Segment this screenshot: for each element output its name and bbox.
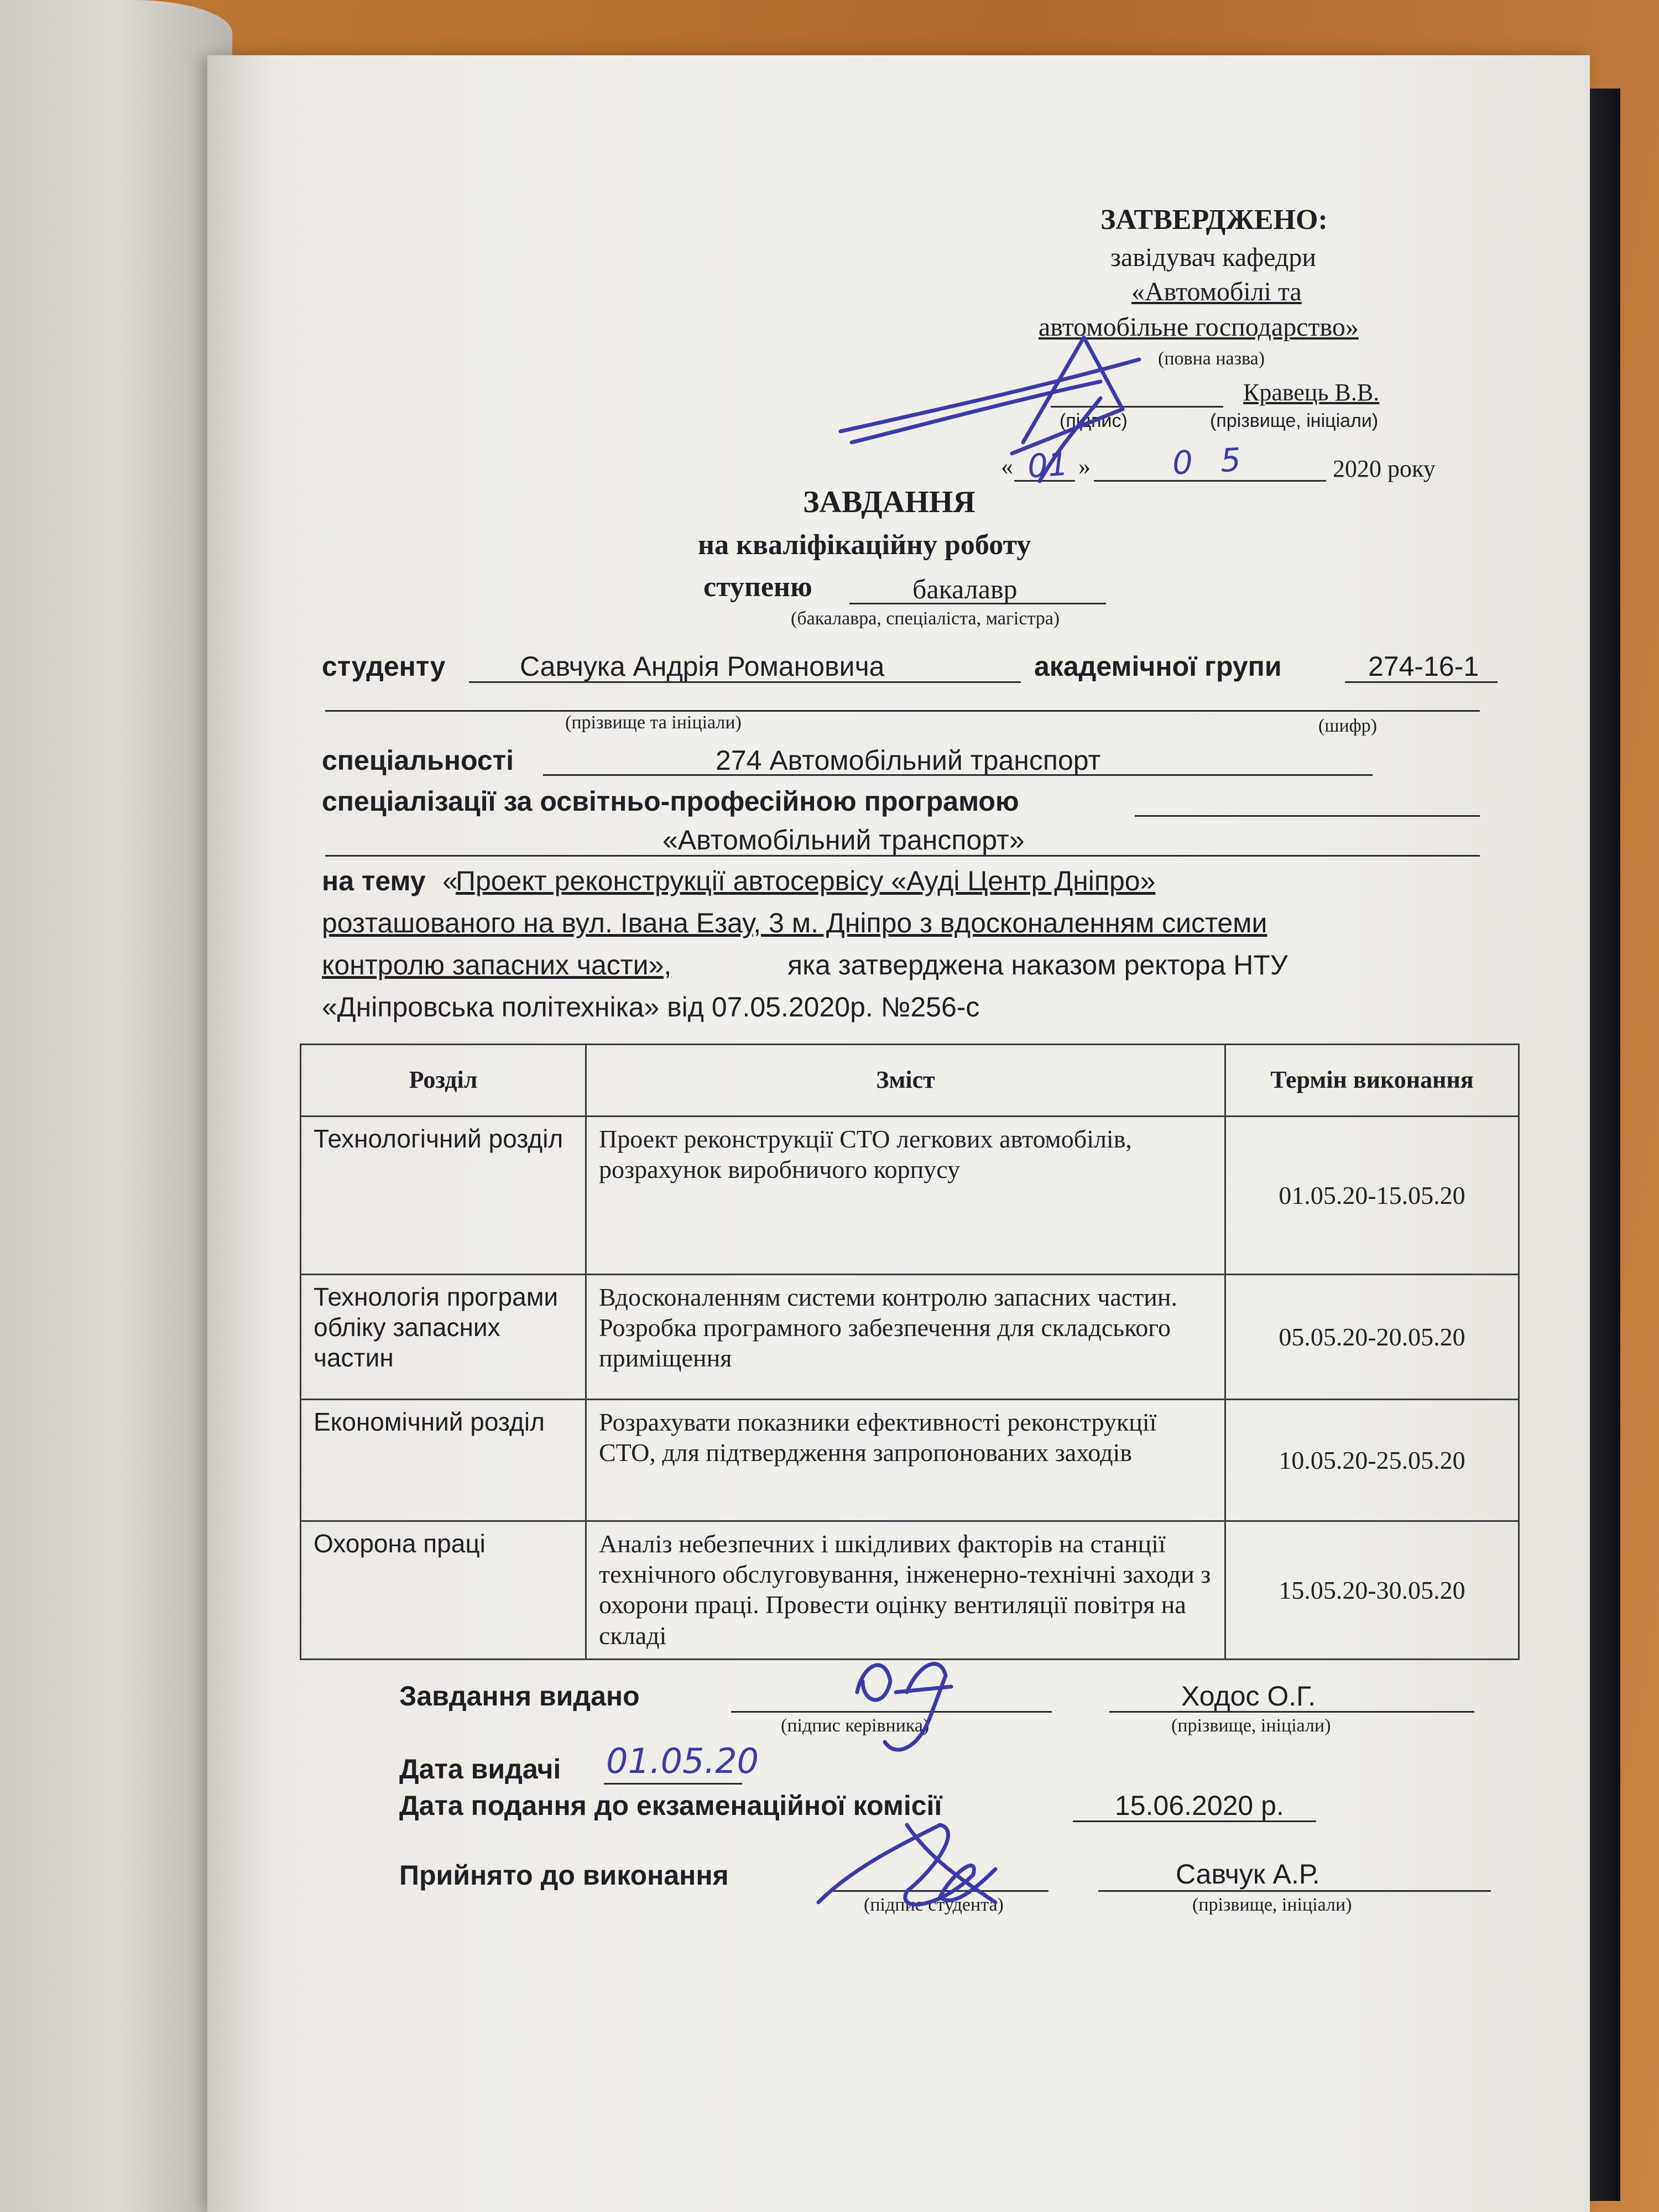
approval-dept-line2: автомобільне господарство» [1039, 312, 1359, 342]
specialty-label: спеціальності [322, 745, 514, 776]
hint-student-name: (прізвище, ініціали) [1192, 1895, 1352, 1915]
approval-date-open: « [1001, 453, 1013, 480]
row-content: Розрахувати показники ефективності реконструкції СТО, для підтвердження запропонованих заходів [586, 1400, 1225, 1521]
theme-label: на тему [322, 865, 426, 896]
issue-date-label: Дата видачі [399, 1754, 561, 1785]
student-signature [818, 1825, 995, 1905]
theme-line1: Проект реконструкції автосервісу «Ауді Центр Дніпро» [456, 865, 1156, 896]
specialty-value: 274 Автомобільний транспорт [716, 745, 1101, 776]
handwritten-issue-date: 01.05.20 [606, 1741, 759, 1781]
row-section: Охорона праці [301, 1521, 586, 1660]
approval-hint-signature: (підпис) [1060, 410, 1128, 431]
row-term: 10.05.20-25.05.20 [1225, 1400, 1519, 1521]
submit-label: Дата подання до екзаменаційної комісії [399, 1790, 942, 1821]
supervisor-name: Ходос О.Г. [1181, 1681, 1316, 1712]
approval-role: завідувач кафедри [1110, 243, 1317, 272]
program-line1 [1135, 815, 1480, 817]
row-content: Проект реконструкції СТО легкових автомобілів, розрахунок виробничого корпусу [586, 1117, 1225, 1275]
issue-date-value-text [1383, 1755, 1385, 1756]
handwritten-month: 05 [1171, 439, 1270, 482]
submit-value: 15.06.2020 р. [1115, 1790, 1284, 1821]
degree-hint: (бакалавра, спеціаліста, магістра) [791, 608, 1060, 629]
handwritten-day: 01 [1026, 445, 1070, 486]
issued-label: Завдання видано [399, 1681, 640, 1712]
row-term: 01.05.20-15.05.20 [1225, 1117, 1519, 1275]
student-name-footer: Савчук А.Р. [1176, 1859, 1320, 1890]
group-value: 274-16-1 [1368, 651, 1479, 682]
degree-value: бакалавр [912, 573, 1018, 604]
row-content: Аналіз небезпечних і шкідливих факторів на станції технічного обслуговування, інженерно-технічні заходи з охорони праці. Провести оцінку вентиляції повітря на складі [586, 1521, 1225, 1660]
tasks-table [300, 1044, 1520, 1660]
group-label: академічної групи [1034, 651, 1282, 682]
student-label: студенту [322, 651, 446, 682]
table-header-row [301, 1045, 1519, 1117]
table-row [301, 1400, 1519, 1521]
accepted-label: Прийнято до виконання [399, 1860, 729, 1891]
header-term: Термін виконання [1225, 1045, 1519, 1117]
theme-open-quote: « [442, 865, 458, 896]
group-hint: (шифр) [1318, 716, 1378, 736]
hint-supervisor-sign: (підпис керівника) [781, 1715, 930, 1736]
head-signature-line [1051, 406, 1223, 408]
theme-line3-underlined: контролю запасних части», [322, 950, 672, 980]
table-row [301, 1117, 1519, 1275]
approval-hint-name: (прізвище, ініціали) [1210, 410, 1379, 431]
student-name: Савчука Андрія Романовича [520, 651, 885, 682]
approval-date-close: » [1078, 453, 1091, 480]
header-section: Розділ [301, 1045, 586, 1117]
date-month-line [1094, 480, 1326, 482]
header-content: Зміст [586, 1045, 1225, 1117]
row-term: 15.05.20-30.05.20 [1225, 1521, 1519, 1660]
hint-supervisor-name: (прізвище, ініціали) [1171, 1715, 1331, 1736]
student-second-line [325, 710, 1480, 712]
approval-date-year: 2020 року [1333, 455, 1436, 482]
table-row [301, 1521, 1519, 1660]
student-name-line-footer [1098, 1890, 1491, 1892]
student-sign-line [833, 1890, 1048, 1892]
doc-title: ЗАВДАННЯ [803, 485, 975, 519]
head-signature [841, 337, 1139, 486]
table-row [301, 1275, 1519, 1400]
theme-line4: «Дніпровська політехніка» від 07.05.2020р. №256-с [322, 992, 980, 1022]
doc-subtitle: на кваліфікаційну роботу [698, 529, 1031, 561]
approval-dept-hint: (повна назва) [1158, 348, 1265, 369]
approval-heading: ЗАТВЕРДЖЕНО: [1100, 204, 1328, 236]
program-value: «Автомобільний транспорт» [662, 825, 1025, 855]
program-label: спеціалізації за освітньо-професійною програмою [322, 786, 1019, 817]
row-section: Економічний розділ [301, 1400, 586, 1521]
theme-line3-rest: яка затверджена наказом ректора НТУ [787, 950, 1288, 980]
row-section: Технологічний розділ [301, 1117, 586, 1275]
approval-head-name: Кравець В.В. [1243, 379, 1380, 406]
hint-student-sign: (підпис студента) [864, 1895, 1004, 1915]
approval-dept-line1: «Автомобілі та [1131, 277, 1302, 306]
row-content: Вдосконаленням системи контролю запасних частин. Розробка програмного забезпечення для складського приміщення [586, 1275, 1225, 1400]
supervisor-signature [857, 1664, 951, 1750]
degree-label: ступеню [703, 571, 812, 603]
issue-date-line [604, 1783, 742, 1785]
student-name-hint: (прізвище та ініціали) [565, 712, 742, 733]
row-section: Технологія програми обліку запасних частин [301, 1275, 586, 1400]
supervisor-sign-line [731, 1711, 1052, 1713]
row-term: 05.05.20-20.05.20 [1225, 1275, 1519, 1400]
theme-line2: розташованого на вул. Івана Езау, 3 м. Дніпро з вдосконаленням системи [322, 907, 1267, 938]
